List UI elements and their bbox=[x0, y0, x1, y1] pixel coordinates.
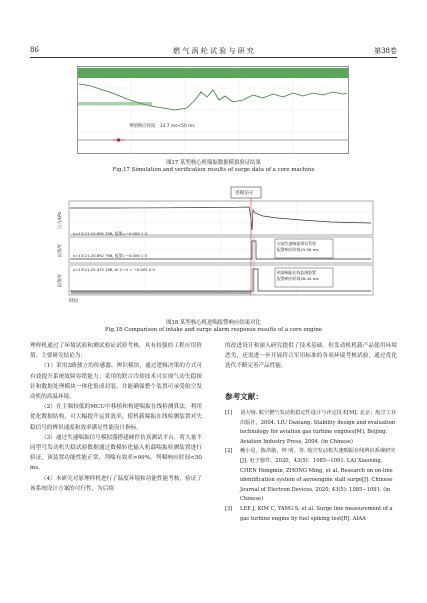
fig18-ylabel-top: 压力/kPa bbox=[57, 211, 62, 229]
fig18-box2-line1: 机载喘振在线监测装置 bbox=[277, 270, 316, 275]
reference-text: 刘大响. 航空燃气发动机稳定性设计与评定技术[M]. 北京：航空工业出版社，2004. LIU Daxiang. Stability design and evaluation technology for aviation gas turbine engines[M]. Beijing: Aviation Industry Press, 2004. (in Chinese) bbox=[240, 410, 397, 445]
fig18-cursor3-readout: x=13:21:25.475 198, AI C−4 = −0.002 0 V bbox=[73, 267, 156, 272]
figure-17 bbox=[77, 66, 349, 154]
fig18-cursor1-readout: x=13:21:20.892 798, 报警=−0.000 1 V bbox=[73, 231, 148, 236]
fig18-box2-text bbox=[277, 270, 319, 282]
reference-number: [3] bbox=[225, 505, 233, 512]
fig17-green-band-top bbox=[78, 68, 348, 78]
page-number: 86 bbox=[30, 46, 39, 54]
fig18-plot bbox=[55, 183, 377, 313]
left-paragraph: （2）在主频较低的MCU中移植和构建喘振在线检测算法，利用优化数据结构，可大幅提升运算效率，使机载喘振在线检测装置对失稳信号的辨识速度和效率满足性能设计指标。 bbox=[30, 404, 202, 431]
fig17-green-band-mid bbox=[78, 102, 152, 106]
fig18-box2-line2: 报警响应时间28.44 ms bbox=[277, 276, 319, 281]
reference-item bbox=[225, 505, 397, 524]
fig18-bottom-bar bbox=[71, 291, 251, 294]
right-paragraph: 的改进设计和深入研究提供了技术基础。但发动机机载产品使用环境恶劣，还需进一步开展符合军用标准的各项环境考核试验，通过优化迭代不断完善产品性能。 bbox=[225, 343, 397, 370]
right-column bbox=[225, 341, 397, 372]
fig18-ylabel-mid: 报警/V bbox=[57, 244, 62, 257]
reference-list bbox=[225, 409, 397, 524]
reference-item bbox=[225, 409, 397, 447]
fig18-caption-cn: 图18 某型核心机进喘报警响应结果对比 bbox=[166, 320, 261, 326]
reference-number: [1] bbox=[225, 410, 233, 416]
fig17-caption-en: Fig.17 Simulation and verification results of surge data of a core machine bbox=[112, 167, 315, 173]
fig18-signal-label: 进喘信号 bbox=[235, 190, 254, 196]
fig18-ylabel-bot: 报警/V bbox=[57, 274, 62, 287]
fig17-caption-cn: 图17 某型核心机喘振数据模拟验证结果 bbox=[166, 160, 261, 166]
figure-18 bbox=[55, 183, 377, 313]
fig17-plot bbox=[77, 66, 349, 154]
reference-text: LEE J, KIM C, YANG S, et al. Surge line measurement of a gas turbine engine by fuel spiking test[R]. AIAA bbox=[240, 505, 393, 522]
fig18-cursor2-readout: x=13:21:20.892 798, 报警=−0.000 1 V bbox=[73, 253, 148, 258]
fig17-legend-text: 判喘响应时间：33.7 ms<50 ms bbox=[129, 124, 195, 129]
left-paragraph: （1）采用3路独立的传感器、辨识模块，通过逻辑决策的方式可有效提升系统故障容错能力；采用的联合冷却技术可实现气动失稳探针和数据处理模块一体化集成封装，并能确保整个装置可承受航空发动机的高温环境。 bbox=[30, 363, 202, 401]
fig18-box1-line2: 报警响应时间25.58 ms bbox=[277, 247, 319, 252]
reference-text: 赖小星，陈洪敏，钟 明，等. 航空发动机失速喘振在线辨识系统研究[J]. 电子器件，2020，43(5)：1085−1091. LAI Xiaoxing, CHEN Hongmin, ZHONG Ming, et al. Research on on-line identification system of aeroengine stall surge[J]. Chinese Journal of Electron Devices, 2020, 43(5): 1085−1091. (in Chinese) bbox=[240, 448, 396, 503]
fig18-caption-en: Fig.18 Comparison of intake and surge alarm response results of a core engine bbox=[105, 327, 322, 333]
left-paragraph: 理样机通过了环境试验和测试验证试验考核，具有较强的工程应用价值。主要研究结论为： bbox=[30, 343, 202, 360]
fig18-xlabel: 时间 bbox=[69, 299, 78, 304]
reference-number: [2] bbox=[225, 448, 233, 455]
fig18-box1-text bbox=[277, 241, 319, 253]
left-column bbox=[30, 341, 202, 494]
header-rule bbox=[30, 57, 397, 58]
left-paragraph: （4）本研究对原理样机进行了温度环境和功能性能考核，验证了该系统设计方案的可行性，为后续 bbox=[30, 475, 202, 492]
journal-title: 燃 气 涡 轮 试 验 与 研 究 bbox=[173, 47, 254, 55]
fig18-box1-line1: 台架失速喘振辨识系统 bbox=[277, 241, 316, 246]
references-heading: 参考文献： bbox=[225, 392, 263, 401]
volume-label: 第38卷 bbox=[374, 47, 397, 55]
reference-item bbox=[225, 447, 397, 505]
left-paragraph: （3）通过失速喘振信号模拟器搭建硬件仿真测试平台，将大量不同型号发动机失稳试验数据通过数模转化输入机载喘振检测装置进行验证，该装置功能性能正常，判喘有效率>99%，判喘响应时间<50 ms。 bbox=[30, 434, 202, 472]
